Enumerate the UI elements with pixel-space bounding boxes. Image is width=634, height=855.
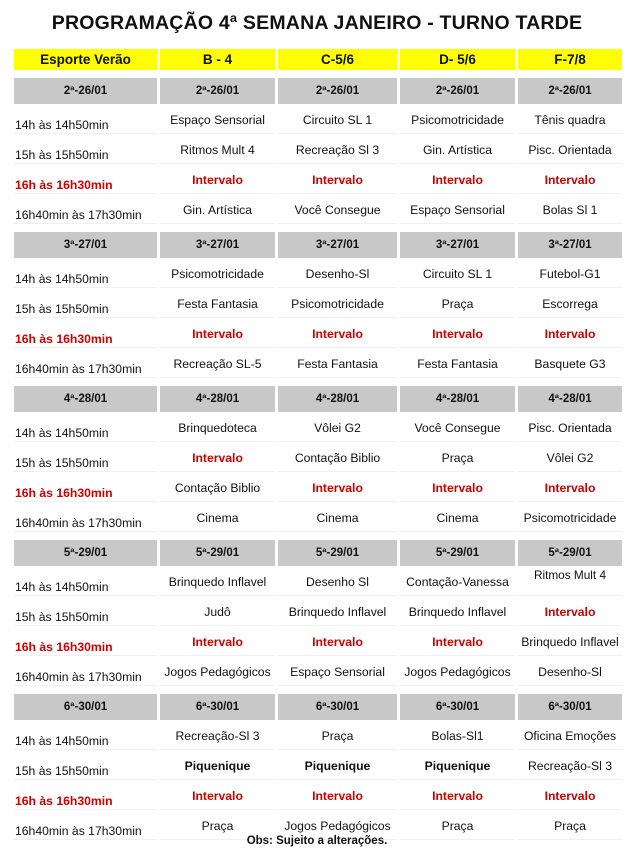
day-label: 2ª-26/01 — [400, 78, 515, 104]
day-label: 2ª-26/01 — [278, 78, 397, 104]
activity-cell: Intervalo — [400, 320, 515, 348]
day-header-row — [14, 78, 622, 104]
activity-cell: Pisc. Orientada — [518, 136, 622, 164]
activity-cell: Judô — [160, 598, 275, 626]
spacer-cell — [160, 534, 275, 538]
schedule-row — [14, 320, 622, 348]
day-label: 3ª-27/01 — [278, 232, 397, 258]
activity-cell: Piquenique — [160, 752, 275, 780]
header-row — [14, 49, 622, 70]
day-label: 4ª-28/01 — [160, 386, 275, 412]
page-title: PROGRAMAÇÃO 4ª SEMANA JANEIRO - TURNO TARDE — [51, 12, 583, 34]
schedule-row — [14, 166, 622, 194]
activity-cell: Intervalo — [518, 320, 622, 348]
activity-cell: Contação Biblio — [160, 474, 275, 502]
activity-cell: Gin. Artística — [400, 136, 515, 164]
time-slot: 15h às 15h50min — [14, 444, 157, 472]
activity-cell: Praça — [400, 812, 515, 840]
activity-cell: Piquenique — [400, 752, 515, 780]
schedule-row — [14, 196, 622, 224]
spacer-cell — [518, 226, 622, 230]
spacer-cell — [160, 688, 275, 692]
spacer-cell — [160, 226, 275, 230]
activity-cell: Oficina Emoções — [518, 722, 622, 750]
activity-cell: Intervalo — [518, 782, 622, 810]
day-label: 5ª-29/01 — [518, 540, 622, 566]
time-slot: 16h40min às 17h30min — [14, 504, 157, 532]
time-slot: 15h às 15h50min — [14, 598, 157, 626]
schedule-row — [14, 474, 622, 502]
activity-cell: Festa Fantasia — [160, 290, 275, 318]
activity-cell: Cinema — [400, 504, 515, 532]
day-label: 6ª-30/01 — [14, 694, 157, 720]
schedule-row — [14, 260, 622, 288]
schedule-row — [14, 136, 622, 164]
activity-cell: Vôlei G2 — [518, 444, 622, 472]
schedule-row — [14, 658, 622, 686]
spacer-row — [14, 72, 622, 76]
spacer-cell — [278, 534, 397, 538]
time-slot: 16h às 16h30min — [14, 628, 157, 656]
header-cell: F-7/8 — [518, 49, 622, 70]
activity-cell: Você Consegue — [400, 414, 515, 442]
activity-cell: Recreação SL-5 — [160, 350, 275, 378]
footer-note: Obs: Sujeito a alterações. — [246, 835, 388, 847]
spacer-row — [14, 226, 622, 230]
activity-cell: Festa Fantasia — [278, 350, 397, 378]
spacer-cell — [278, 688, 397, 692]
activity-cell: Intervalo — [278, 474, 397, 502]
activity-cell: Pisc. Orientada — [518, 414, 622, 442]
activity-cell: Brinquedo Inflavel — [278, 598, 397, 626]
activity-cell: Intervalo — [400, 474, 515, 502]
schedule-row — [14, 504, 622, 532]
activity-cell: Gin. Artística — [160, 196, 275, 224]
activity-cell: Cinema — [160, 504, 275, 532]
activity-cell: Intervalo — [400, 782, 515, 810]
activity-cell: Espaço Sensorial — [278, 658, 397, 686]
activity-cell: Intervalo — [278, 320, 397, 348]
day-label: 5ª-29/01 — [400, 540, 515, 566]
time-slot: 14h às 14h50min — [14, 722, 157, 750]
activity-cell: Bolas Sl 1 — [518, 196, 622, 224]
activity-cell: Psicomotricidade — [518, 504, 622, 532]
activity-cell: Psicomotricidade — [400, 106, 515, 134]
activity-cell: Intervalo — [160, 444, 275, 472]
activity-cell: Intervalo — [160, 320, 275, 348]
day-label: 6ª-30/01 — [278, 694, 397, 720]
spacer-cell — [400, 534, 515, 538]
time-slot: 16h às 16h30min — [14, 474, 157, 502]
spacer-cell — [14, 534, 157, 538]
activity-cell: Jogos Pedagógicos — [278, 812, 397, 840]
time-slot: 14h às 14h50min — [14, 106, 157, 134]
spacer-cell — [278, 226, 397, 230]
activity-cell: Intervalo — [518, 598, 622, 626]
spacer-row — [14, 380, 622, 384]
activity-cell: Praça — [518, 812, 622, 840]
spacer-cell — [518, 688, 622, 692]
activity-cell: Intervalo — [518, 474, 622, 502]
day-label: 4ª-28/01 — [278, 386, 397, 412]
activity-cell: Escorrega — [518, 290, 622, 318]
spacer-cell — [14, 226, 157, 230]
activity-cell: Você Consegue — [278, 196, 397, 224]
activity-cell: Recreação Sl 3 — [278, 136, 397, 164]
activity-cell: Jogos Pedagógicos — [400, 658, 515, 686]
activity-cell: Brinquedo Inflavel — [400, 598, 515, 626]
activity-cell: Desenho-Sl — [278, 260, 397, 288]
activity-cell: Piquenique — [278, 752, 397, 780]
activity-cell: Desenho Sl — [278, 568, 397, 596]
spacer-cell — [400, 226, 515, 230]
schedule-row — [14, 752, 622, 780]
spacer-cell — [14, 380, 157, 384]
time-slot: 16h40min às 17h30min — [14, 350, 157, 378]
time-slot: 16h40min às 17h30min — [14, 812, 157, 840]
activity-cell: Basquete G3 — [518, 350, 622, 378]
spacer-cell — [518, 380, 622, 384]
schedule-row — [14, 598, 622, 626]
schedule-row — [14, 290, 622, 318]
time-slot: 14h às 14h50min — [14, 414, 157, 442]
activity-cell: Psicomotricidade — [160, 260, 275, 288]
activity-cell: Intervalo — [160, 628, 275, 656]
activity-cell: Praça — [278, 722, 397, 750]
spacer-cell — [518, 534, 622, 538]
activity-cell: Praça — [400, 290, 515, 318]
schedule-row — [14, 568, 622, 596]
day-label: 5ª-29/01 — [160, 540, 275, 566]
day-label: 3ª-27/01 — [518, 232, 622, 258]
activity-cell: Recreação-Sl 3 — [160, 722, 275, 750]
activity-cell: Circuito SL 1 — [278, 106, 397, 134]
day-label: 3ª-27/01 — [400, 232, 515, 258]
activity-cell: Desenho-Sl — [518, 658, 622, 686]
schedule-row — [14, 628, 622, 656]
activity-cell: Intervalo — [160, 782, 275, 810]
time-slot: 14h às 14h50min — [14, 260, 157, 288]
activity-cell: Brinquedoteca — [160, 414, 275, 442]
day-label: 5ª-29/01 — [14, 540, 157, 566]
time-slot: 16h às 16h30min — [14, 166, 157, 194]
schedule-row — [14, 782, 622, 810]
activity-cell: Contação Biblio — [278, 444, 397, 472]
schedule-table — [11, 47, 625, 842]
day-header-row — [14, 232, 622, 258]
spacer-cell — [160, 72, 275, 76]
activity-cell: Intervalo — [278, 166, 397, 194]
activity-cell: Intervalo — [518, 166, 622, 194]
activity-cell: Tênis quadra — [518, 106, 622, 134]
activity-cell: Bolas-Sl1 — [400, 722, 515, 750]
time-slot: 16h40min às 17h30min — [14, 658, 157, 686]
activity-cell: Festa Fantasia — [400, 350, 515, 378]
spacer-cell — [400, 688, 515, 692]
day-label: 4ª-28/01 — [400, 386, 515, 412]
time-slot: 14h às 14h50min — [14, 568, 157, 596]
activity-cell: Praça — [160, 812, 275, 840]
header-cell: D- 5/6 — [400, 49, 515, 70]
activity-cell: Praça — [400, 444, 515, 472]
spacer-cell — [400, 380, 515, 384]
activity-cell: Jogos Pedagógicos — [160, 658, 275, 686]
schedule-row — [14, 414, 622, 442]
spacer-cell — [518, 72, 622, 76]
spacer-cell — [400, 72, 515, 76]
activity-cell: Cinema — [278, 504, 397, 532]
header-cell: Esporte Verão — [14, 49, 157, 70]
activity-cell: Contação-Vanessa — [400, 568, 515, 596]
schedule-row — [14, 106, 622, 134]
day-label: 2ª-26/01 — [14, 78, 157, 104]
day-header-row — [14, 386, 622, 412]
activity-cell: Intervalo — [278, 782, 397, 810]
schedule-row — [14, 722, 622, 750]
time-slot: 15h às 15h50min — [14, 290, 157, 318]
activity-cell: Intervalo — [160, 166, 275, 194]
header-cell: C-5/6 — [278, 49, 397, 70]
schedule-row — [14, 444, 622, 472]
activity-cell: Psicomotricidade — [278, 290, 397, 318]
spacer-cell — [160, 380, 275, 384]
day-header-row — [14, 694, 622, 720]
time-slot: 15h às 15h50min — [14, 752, 157, 780]
activity-cell: Intervalo — [400, 166, 515, 194]
day-label: 2ª-26/01 — [160, 78, 275, 104]
activity-cell: Futebol-G1 — [518, 260, 622, 288]
time-slot: 15h às 15h50min — [14, 136, 157, 164]
activity-cell: Ritmos Mult 4 — [518, 568, 622, 596]
spacer-cell — [278, 72, 397, 76]
activity-cell: Espaço Sensorial — [160, 106, 275, 134]
activity-cell: Vôlei G2 — [278, 414, 397, 442]
header-cell: B - 4 — [160, 49, 275, 70]
activity-cell: Ritmos Mult 4 — [160, 136, 275, 164]
spacer-cell — [14, 72, 157, 76]
activity-cell: Intervalo — [278, 628, 397, 656]
activity-cell: Intervalo — [400, 628, 515, 656]
activity-cell: Circuito SL 1 — [400, 260, 515, 288]
spacer-cell — [278, 380, 397, 384]
time-slot: 16h40min às 17h30min — [14, 196, 157, 224]
activity-cell: Brinquedo Inflavel — [160, 568, 275, 596]
activity-cell: Brinquedo Inflavel — [518, 628, 622, 656]
day-label: 6ª-30/01 — [400, 694, 515, 720]
day-label: 6ª-30/01 — [518, 694, 622, 720]
day-label: 3ª-27/01 — [14, 232, 157, 258]
schedule-row — [14, 350, 622, 378]
spacer-cell — [14, 688, 157, 692]
activity-cell: Recreação-Sl 3 — [518, 752, 622, 780]
day-label: 2ª-26/01 — [518, 78, 622, 104]
day-header-row — [14, 540, 622, 566]
day-label: 6ª-30/01 — [160, 694, 275, 720]
day-label: 4ª-28/01 — [14, 386, 157, 412]
time-slot: 16h às 16h30min — [14, 320, 157, 348]
time-slot: 16h às 16h30min — [14, 782, 157, 810]
spacer-row — [14, 534, 622, 538]
day-label: 3ª-27/01 — [160, 232, 275, 258]
spacer-row — [14, 688, 622, 692]
day-label: 5ª-29/01 — [278, 540, 397, 566]
activity-cell: Espaço Sensorial — [400, 196, 515, 224]
day-label: 4ª-28/01 — [518, 386, 622, 412]
